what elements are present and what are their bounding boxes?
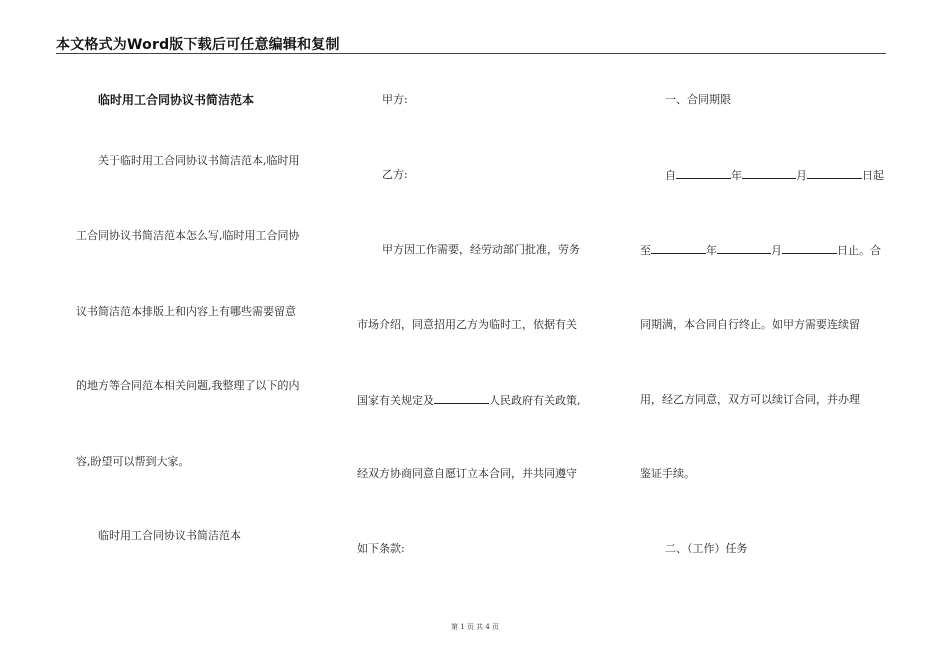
intro-line-3: 议书简洁范本排版上和内容上有哪些需要留意 [76, 305, 296, 318]
blank-end-month [717, 243, 771, 254]
term-from-label: 自 [665, 169, 676, 182]
intro-line-5: 容,盼望可以帮到大家。 [76, 455, 190, 468]
term-end-line [640, 243, 881, 258]
document-title: 临时用工合同协议书简洁范本 [98, 93, 255, 107]
body-line-5: 如下条款: [357, 542, 405, 555]
intro-line-2: 工合同协议书简洁范本怎么写,临时用工合同协 [76, 229, 300, 242]
term-to-label: 至 [640, 244, 651, 257]
section-1-heading: 一、合同期限 [665, 93, 731, 106]
header-banner: 本文格式为Word版下载后可任意编辑和复制 [56, 37, 340, 53]
body-line-4: 经双方协商同意自愿订立本合同，并共同遵守 [357, 467, 577, 480]
year-label: 年 [731, 169, 742, 182]
term-line-4: 用，经乙方同意，双方可以续订合同，并办理 [640, 393, 860, 406]
section-2-heading: 二、（工作）任务 [665, 542, 748, 555]
blank-end-year [651, 243, 706, 254]
body-line-3-prefix: 国家有关规定及 [357, 394, 434, 407]
blank-government [434, 393, 489, 404]
blank-end-day [782, 243, 837, 254]
day-start-label: 日起 [862, 169, 884, 182]
term-start-line [665, 168, 884, 183]
intro-line-1: 关于临时用工合同协议书简洁范本,临时用 [98, 154, 300, 167]
blank-start-month [742, 168, 796, 179]
header-divider [56, 53, 886, 54]
blank-start-day [807, 168, 862, 179]
party-a-label: 甲方: [382, 93, 408, 106]
term-line-3: 同期满，本合同自行终止。如甲方需要连续留 [640, 318, 860, 331]
day-end-label: 日止。合 [837, 244, 881, 257]
year-label: 年 [706, 244, 717, 257]
month-label: 月 [796, 169, 807, 182]
month-label: 月 [771, 244, 782, 257]
blank-start-year [676, 168, 731, 179]
term-line-5: 鉴证手续。 [640, 467, 695, 480]
party-b-label: 乙方: [382, 168, 408, 181]
section-subtitle: 临时用工合同协议书简洁范本 [98, 529, 241, 542]
body-line-2: 市场介绍，同意招用乙方为临时工，依据有关 [357, 318, 577, 331]
body-line-3 [357, 393, 581, 408]
body-line-1: 甲方因工作需要，经劳动部门批准，劳务 [382, 243, 580, 256]
body-line-3-suffix: 人民政府有关政策, [489, 394, 581, 407]
intro-line-4: 的地方等合同范本相关问题,我整理了以下的内 [76, 379, 300, 392]
page-footer: 第 1 页 共 4 页 [450, 623, 500, 631]
